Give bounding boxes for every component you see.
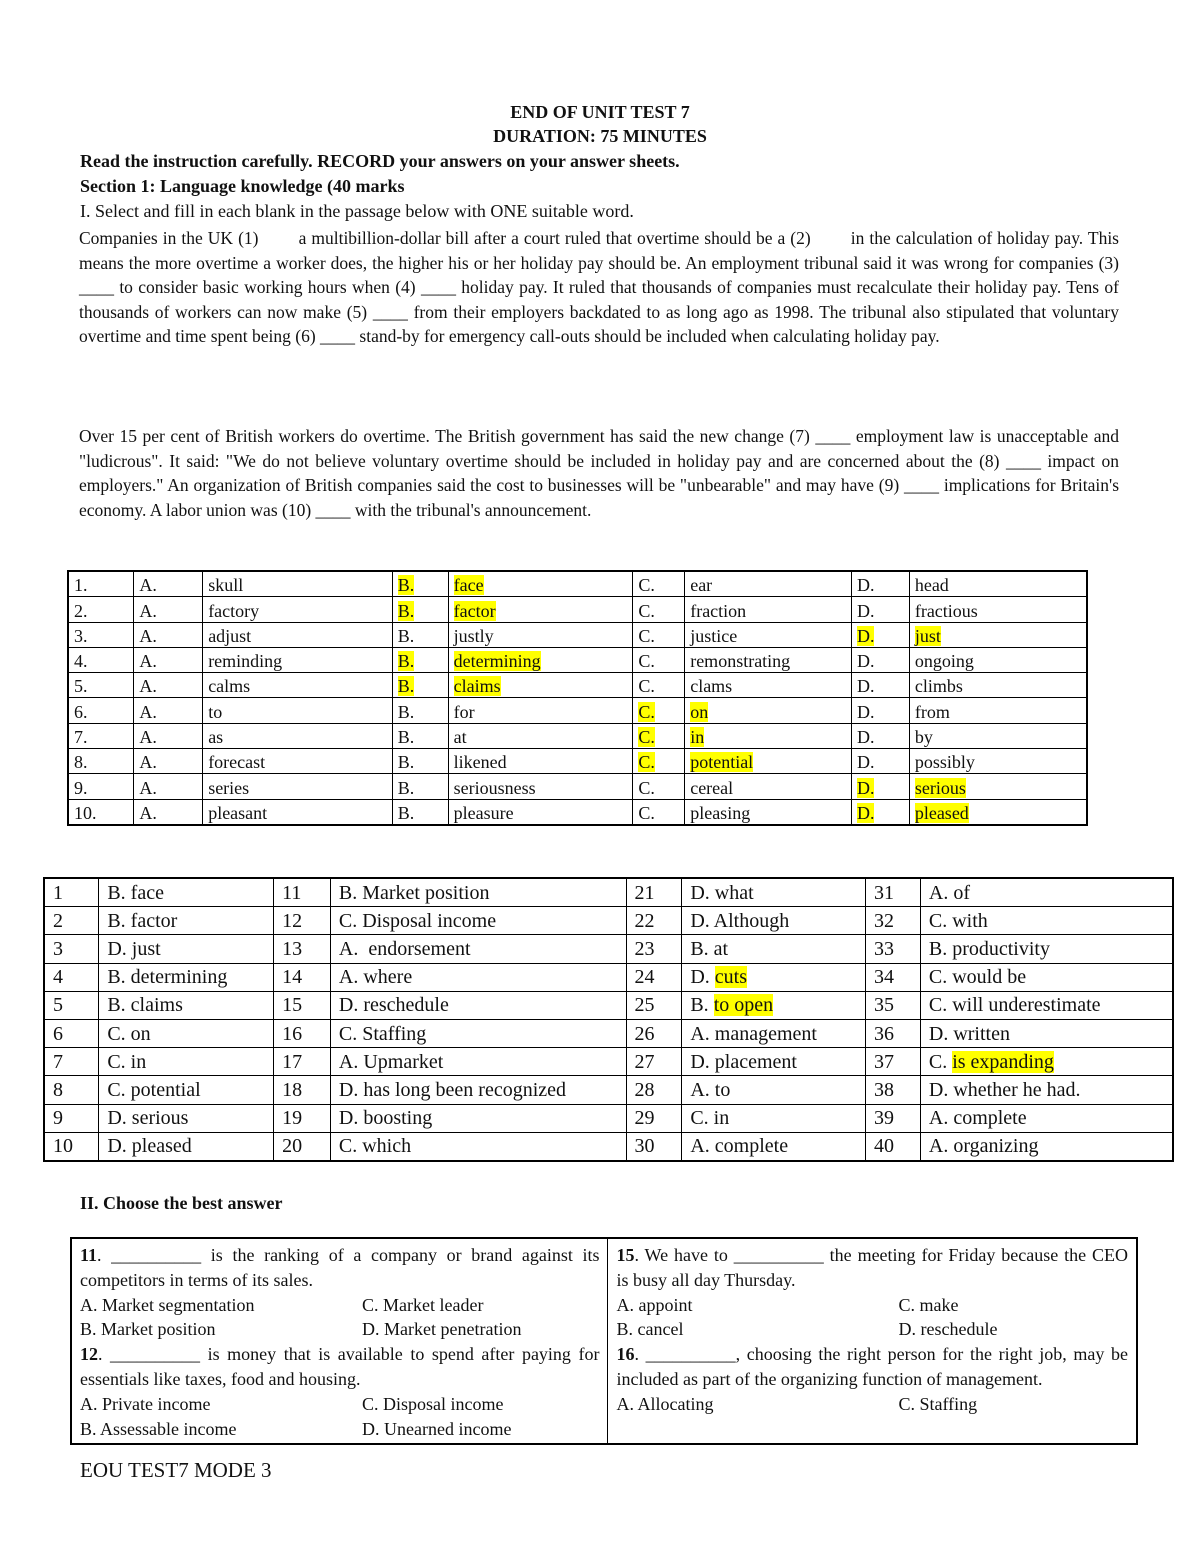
answer-text: A. to <box>682 1076 866 1104</box>
part2-title: II. Choose the best answer <box>80 1193 283 1213</box>
option: A. Market segmentation <box>80 1294 255 1315</box>
option-cell: D. <box>851 698 909 723</box>
option-cell: by <box>909 723 1087 748</box>
item-number: 10. <box>68 799 134 825</box>
option-cell: factory <box>203 597 393 622</box>
answer-text: D. placement <box>682 1048 866 1076</box>
options-row <box>68 774 1087 799</box>
option-cell: ongoing <box>909 647 1087 672</box>
item-number: 1. <box>68 571 134 597</box>
answer-number: 39 <box>866 1104 921 1132</box>
option-cell: B. <box>392 799 448 825</box>
option-cell: A. <box>134 774 203 799</box>
options-table <box>67 570 1088 826</box>
option-cell: A. <box>134 647 203 672</box>
options-row <box>68 799 1087 825</box>
option-cell: reminding <box>203 647 393 672</box>
options-row <box>68 749 1087 774</box>
answer-number: 17 <box>274 1048 331 1076</box>
option-cell: A. <box>134 698 203 723</box>
answer-text: C. in <box>682 1104 866 1132</box>
option: B. Market position <box>80 1319 216 1340</box>
instruction: Read the instruction carefully. RECORD your answers on your answer sheets. <box>80 151 680 171</box>
option-cell: calms <box>203 673 393 698</box>
option-cell: D. <box>851 799 909 825</box>
option-cell: C. <box>633 647 685 672</box>
answer-number: 34 <box>866 963 921 991</box>
option-cell: A. <box>134 799 203 825</box>
option: B. Assessable income <box>80 1418 237 1439</box>
answer-number: 12 <box>274 907 331 935</box>
option-cell: series <box>203 774 393 799</box>
option: D. reschedule <box>898 1319 998 1340</box>
answer-text: C. would be <box>920 963 1173 991</box>
answer-key-row <box>44 1048 1173 1076</box>
item-number: 6. <box>68 698 134 723</box>
option-cell: C. <box>633 749 685 774</box>
answer-number: 30 <box>626 1132 682 1161</box>
option-cell: A. <box>134 597 203 622</box>
option-cell: D. <box>851 723 909 748</box>
option-cell: D. <box>851 622 909 647</box>
answer-number: 25 <box>626 991 682 1019</box>
option-cell: A. <box>134 723 203 748</box>
answer-key-row <box>44 1132 1173 1161</box>
answer-text: A. complete <box>920 1104 1173 1132</box>
option-cell: in <box>685 723 852 748</box>
answer-text: D. pleased <box>99 1132 274 1161</box>
answer-text: A. management <box>682 1019 866 1047</box>
question-12: 12. __________ is money that is available to spend after paying for essentials like taxes, food and housing. <box>80 1344 600 1389</box>
item-number: 8. <box>68 749 134 774</box>
option-cell: D. <box>851 647 909 672</box>
option-cell: B. <box>392 774 448 799</box>
option-cell: fractious <box>909 597 1087 622</box>
answer-number: 24 <box>626 963 682 991</box>
option-cell: D. <box>851 749 909 774</box>
answer-number: 23 <box>626 935 682 963</box>
option-cell: serious <box>909 774 1087 799</box>
option-cell: on <box>685 698 852 723</box>
option: D. Market penetration <box>362 1319 522 1340</box>
answer-number: 6 <box>44 1019 99 1047</box>
option-cell: likened <box>448 749 633 774</box>
option-cell: ear <box>685 571 852 597</box>
answer-number: 5 <box>44 991 99 1019</box>
option-cell: pleasure <box>448 799 633 825</box>
option-cell: pleased <box>909 799 1087 825</box>
option-cell: C. <box>633 723 685 748</box>
options-row <box>68 698 1087 723</box>
option-cell: D. <box>851 571 909 597</box>
option: C. Disposal income <box>362 1393 504 1414</box>
option: C. Market leader <box>362 1294 484 1315</box>
answer-number: 19 <box>274 1104 331 1132</box>
question-16: 16. __________, choosing the right person for the right job, may be included as part of the organizing function of management. <box>616 1344 1128 1389</box>
option: A. Private income <box>80 1393 211 1414</box>
option-cell: seriousness <box>448 774 633 799</box>
option-cell: C. <box>633 698 685 723</box>
questions-right-column <box>608 1238 1137 1444</box>
option-cell: just <box>909 622 1087 647</box>
option-cell: B. <box>392 647 448 672</box>
option-cell: determining <box>448 647 633 672</box>
option-cell: for <box>448 698 633 723</box>
answer-text: C. with <box>920 907 1173 935</box>
answer-number: 10 <box>44 1132 99 1161</box>
answer-key-row <box>44 1104 1173 1132</box>
answer-text: C. on <box>99 1019 274 1047</box>
answer-key-row <box>44 935 1173 963</box>
questions-table <box>70 1237 1138 1445</box>
answer-text: B. to open <box>682 991 866 1019</box>
option: C. Staffing <box>898 1393 978 1414</box>
answer-text: A. where <box>330 963 626 991</box>
passage-paragraph-2: Over 15 per cent of British workers do overtime. The British government has said the new change (7) ____ employment law is unacceptable and "ludicrous". It said: "We do not believe voluntary overtime should be included in holiday pay and are concerned about the (8) ____ impact on employers." An organization of British companies said the cost to businesses will be "unbearable" and may have (9) ____ implications for Britain's economy. A labor union was (10) ____ with the tribunal's announcement. <box>79 426 1119 520</box>
answer-number: 18 <box>274 1076 331 1104</box>
answer-number: 33 <box>866 935 921 963</box>
answer-text: C. Disposal income <box>330 907 626 935</box>
option-cell: C. <box>633 774 685 799</box>
option-cell: C. <box>633 673 685 698</box>
answer-key-row <box>44 963 1173 991</box>
answer-text: C. will underestimate <box>920 991 1173 1019</box>
option: A. appoint <box>616 1294 693 1315</box>
option-cell: skull <box>203 571 393 597</box>
answer-number: 8 <box>44 1076 99 1104</box>
task-instruction: I. Select and fill in each blank in the passage below with ONE suitable word. <box>80 201 634 221</box>
answer-number: 40 <box>866 1132 921 1161</box>
options-row <box>68 622 1087 647</box>
duration: DURATION: 75 MINUTES <box>493 126 707 146</box>
option-cell: adjust <box>203 622 393 647</box>
option-cell: cereal <box>685 774 852 799</box>
option-cell: D. <box>851 597 909 622</box>
option-cell: justly <box>448 622 633 647</box>
answer-key-table <box>43 877 1174 1162</box>
option-cell: D. <box>851 774 909 799</box>
answer-text: B. at <box>682 935 866 963</box>
option-cell: C. <box>633 799 685 825</box>
answer-text: A. of <box>920 878 1173 907</box>
question-15: 15. We have to __________ the meeting for Friday because the CEO is busy all day Thursday. <box>616 1245 1128 1290</box>
answer-text: A. complete <box>682 1132 866 1161</box>
option-cell: B. <box>392 597 448 622</box>
option-cell: head <box>909 571 1087 597</box>
option-cell: clams <box>685 673 852 698</box>
option-cell: fraction <box>685 597 852 622</box>
option: B. cancel <box>616 1319 684 1340</box>
answer-text: D. just <box>99 935 274 963</box>
option-cell: A. <box>134 673 203 698</box>
answer-key-row <box>44 991 1173 1019</box>
option-cell: at <box>448 723 633 748</box>
option-cell: C. <box>633 597 685 622</box>
answer-number: 2 <box>44 907 99 935</box>
option-cell: B. <box>392 622 448 647</box>
option-cell: B. <box>392 571 448 597</box>
option-cell: B. <box>392 698 448 723</box>
option-cell: from <box>909 698 1087 723</box>
answer-number: 37 <box>866 1048 921 1076</box>
answer-number: 4 <box>44 963 99 991</box>
answer-text: B. factor <box>99 907 274 935</box>
option-cell: climbs <box>909 673 1087 698</box>
answer-number: 21 <box>626 878 682 907</box>
answer-text: D. Although <box>682 907 866 935</box>
answer-number: 16 <box>274 1019 331 1047</box>
answer-key-row <box>44 1076 1173 1104</box>
answer-number: 22 <box>626 907 682 935</box>
answer-number: 14 <box>274 963 331 991</box>
option-cell: potential <box>685 749 852 774</box>
option-cell: claims <box>448 673 633 698</box>
answer-key-row <box>44 1019 1173 1047</box>
option: D. Unearned income <box>362 1418 512 1439</box>
answer-number: 27 <box>626 1048 682 1076</box>
answer-text: D. what <box>682 878 866 907</box>
answer-text: A. endorsement <box>330 935 626 963</box>
options-row <box>68 647 1087 672</box>
option-cell: A. <box>134 749 203 774</box>
footer: EOU TEST7 MODE 3 <box>80 1458 272 1482</box>
answer-number: 32 <box>866 907 921 935</box>
item-number: 9. <box>68 774 134 799</box>
option: A. Allocating <box>616 1393 714 1414</box>
option-cell: A. <box>134 622 203 647</box>
options-row <box>68 723 1087 748</box>
answer-text: C. which <box>330 1132 626 1161</box>
option-cell: B. <box>392 723 448 748</box>
answer-number: 35 <box>866 991 921 1019</box>
option-cell: D. <box>851 673 909 698</box>
answer-text: B. face <box>99 878 274 907</box>
answer-number: 20 <box>274 1132 331 1161</box>
option-cell: A. <box>134 571 203 597</box>
answer-text: D. whether he had. <box>920 1076 1173 1104</box>
answer-text: B. Market position <box>330 878 626 907</box>
answer-text: A. organizing <box>920 1132 1173 1161</box>
answer-number: 29 <box>626 1104 682 1132</box>
answer-key-row <box>44 907 1173 935</box>
answer-text: D. cuts <box>682 963 866 991</box>
option-cell: factor <box>448 597 633 622</box>
answer-text: B. productivity <box>920 935 1173 963</box>
answer-text: C. in <box>99 1048 274 1076</box>
answer-text: D. written <box>920 1019 1173 1047</box>
answer-number: 13 <box>274 935 331 963</box>
answer-text: D. boosting <box>330 1104 626 1132</box>
option-cell: B. <box>392 749 448 774</box>
option-cell: to <box>203 698 393 723</box>
item-number: 5. <box>68 673 134 698</box>
questions-left-column <box>71 1238 608 1444</box>
answer-key-row <box>44 878 1173 907</box>
answer-text: C. Staffing <box>330 1019 626 1047</box>
passage-paragraph-1: Companies in the UK (1) a multibillion-dollar bill after a court ruled that overtime should be a (2) in the calculation of holiday pay. This means the more overtime a worker does, the higher his or her holiday pay should be. An employment tribunal said it was wrong for companies (3) ____ to consider basic working hours when (4) ____ holiday pay. It ruled that thousands of companies must recalculate their holiday pay. Tens of thousands of workers can now make (5) ____ from their employers backdated to as long ago as 1998. The tribunal also stipulated that voluntary overtime and time spent being (6) ____ stand-by for emergency call-outs should be included when calculating holiday pay. <box>79 228 1124 347</box>
option-cell: C. <box>633 622 685 647</box>
option-cell: possibly <box>909 749 1087 774</box>
answer-number: 11 <box>274 878 331 907</box>
answer-text: B. determining <box>99 963 274 991</box>
options-row <box>68 673 1087 698</box>
page-title: END OF UNIT TEST 7 <box>510 102 690 122</box>
answer-number: 3 <box>44 935 99 963</box>
answer-number: 28 <box>626 1076 682 1104</box>
answer-number: 38 <box>866 1076 921 1104</box>
answer-number: 36 <box>866 1019 921 1047</box>
answer-number: 26 <box>626 1019 682 1047</box>
option-cell: forecast <box>203 749 393 774</box>
answer-text: D. has long been recognized <box>330 1076 626 1104</box>
answer-number: 31 <box>866 878 921 907</box>
options-row <box>68 571 1087 597</box>
option-cell: B. <box>392 673 448 698</box>
answer-number: 7 <box>44 1048 99 1076</box>
item-number: 3. <box>68 622 134 647</box>
answer-text: B. claims <box>99 991 274 1019</box>
option-cell: remonstrating <box>685 647 852 672</box>
item-number: 2. <box>68 597 134 622</box>
answer-number: 15 <box>274 991 331 1019</box>
option-cell: pleasing <box>685 799 852 825</box>
option-cell: C. <box>633 571 685 597</box>
answer-text: C. is expanding <box>920 1048 1173 1076</box>
answer-text: C. potential <box>99 1076 274 1104</box>
answer-text: D. reschedule <box>330 991 626 1019</box>
question-11: 11. __________ is the ranking of a company or brand against its competitors in terms of its sales. <box>80 1245 600 1290</box>
answer-number: 9 <box>44 1104 99 1132</box>
option-cell: as <box>203 723 393 748</box>
item-number: 7. <box>68 723 134 748</box>
section-heading: Section 1: Language knowledge (40 marks <box>80 176 405 196</box>
option-cell: justice <box>685 622 852 647</box>
option-cell: face <box>448 571 633 597</box>
option-cell: pleasant <box>203 799 393 825</box>
options-row <box>68 597 1087 622</box>
item-number: 4. <box>68 647 134 672</box>
answer-number: 1 <box>44 878 99 907</box>
answer-text: D. serious <box>99 1104 274 1132</box>
option: C. make <box>898 1294 959 1315</box>
answer-text: A. Upmarket <box>330 1048 626 1076</box>
